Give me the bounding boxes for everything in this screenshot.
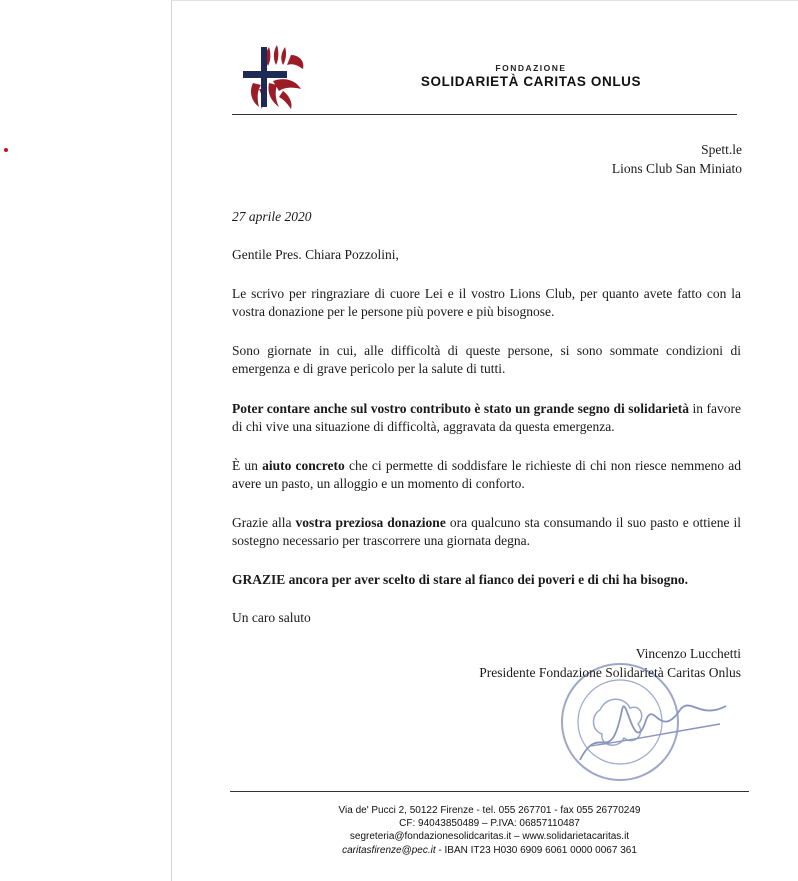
marker-dot [4,148,8,152]
caritas-logo-icon [239,41,309,111]
paragraph-4 [232,457,741,493]
paragraph-4-pre: È un [232,458,263,473]
footer-pec: caritasfirenze@pec.it [342,845,436,856]
paragraph-5-text: ora qualcuno sta consumando il suo pasto e ottiene il sostegno necessario per trascorrere una giornata degna. [232,515,741,548]
paragraph-5-bold: vostra preziosa donazione [295,515,446,530]
paragraph-4-text: che ci permette di soddisfare le richieste di chi non riesce nemmeno ad avere un pasto, un alloggio e un momento di conforto. [232,458,742,491]
footer-pec-iban [230,844,749,857]
paragraph-1: Le scrivo per ringraziare di cuore Lei e il vostro Lions Club, per quanto avete fatto con la vostra donazione per le persone più povere e più bisognose. [232,286,741,319]
signatory-title: Presidente Fondazione Solidarietà Caritas Onlus [479,665,741,680]
footer-tax-ids: CF: 94043850489 – P.IVA: 06857110487 [399,818,580,829]
paragraph-3 [232,400,741,436]
recipient-line-1: Spett.le [701,142,742,157]
letter-date: 27 aprile 2020 [232,209,312,224]
footer-contacts: segreteria@fondazionesolidcaritas.it – www.solidarietacaritas.it [349,831,630,842]
page-left-edge [171,0,172,881]
org-label-small: FONDAZIONE [495,63,567,73]
page-top-edge [171,0,798,1]
left-margin-panel [0,0,171,881]
footer-address: Via de' Pucci 2, 50122 Firenze - tel. 055 267701 - fax 055 26770249 [338,805,641,816]
paragraph-4-bold: aiuto concreto [262,458,345,473]
paragraph-3-text: in favore di chi vive una situazione di difficoltà, aggravata da questa emergenza. [232,401,741,434]
paragraph-6 [232,571,741,589]
recipient-line-2: Lions Club San Miniato [611,161,742,176]
org-name: SOLIDARIETÀ CARITAS ONLUS [420,74,642,89]
letter-closing: Un caro saluto [232,610,311,625]
paragraph-2: Sono giornate in cui, alle difficoltà di queste persone, si sono sommate condizioni di emergenza e di grave pericolo per la salute di tutti. [232,343,741,376]
paragraph-5 [232,514,741,550]
paragraph-5-pre: Grazie alla [232,515,296,530]
paragraph-3-bold: Poter contare anche sul vostro contributo è stato un grande segno di solidarietà [232,401,689,416]
footer-iban: - IBAN IT23 H030 6909 6061 0000 0067 361 [435,845,637,856]
letter-greeting: Gentile Pres. Chiara Pozzolini, [232,247,399,262]
signatory-name: Vincenzo Lucchetti [635,646,741,661]
footer-divider [230,791,749,792]
header-divider [232,114,737,115]
paragraph-6-bold: GRAZIE ancora per aver scelto di stare al fianco dei poveri e di chi ha bisogno. [232,572,688,587]
